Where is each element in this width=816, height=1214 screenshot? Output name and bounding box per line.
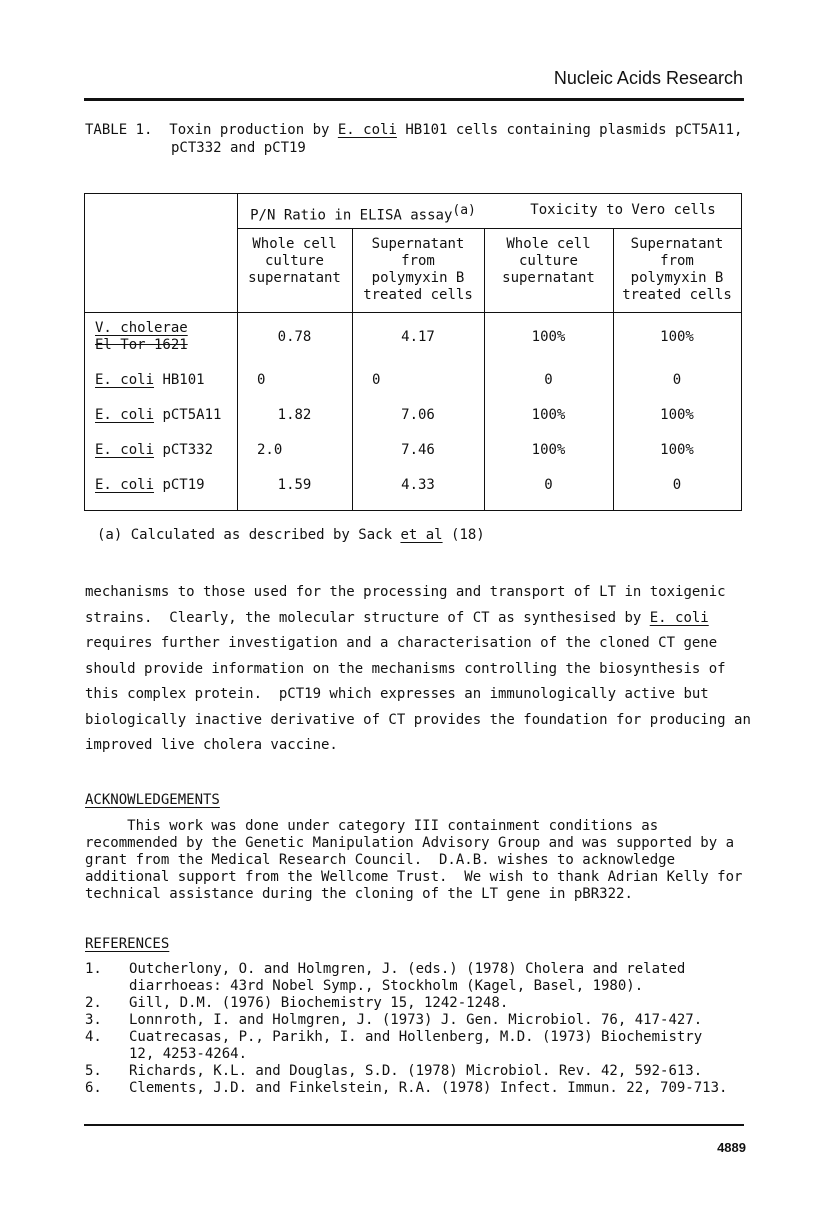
body-line: should provide information on the mechanisms controlling the biosynthesis of bbox=[85, 660, 726, 677]
table-cell: 0 bbox=[372, 372, 381, 388]
body-paragraph bbox=[85, 580, 765, 759]
table-cell: 2.0 bbox=[257, 442, 283, 458]
table-cell: 0 bbox=[257, 372, 266, 388]
group-header-vero: Toxicity to Vero cells bbox=[530, 202, 716, 218]
row-label: E. coli HB101 bbox=[95, 372, 205, 388]
body-line: mechanisms to those used for the processing and transport of LT in toxigenic bbox=[85, 584, 726, 600]
table-caption bbox=[85, 122, 742, 138]
caption-mid: HB101 cells containing plasmids pCT5A11, bbox=[396, 122, 743, 138]
data-table bbox=[84, 193, 742, 511]
table-cell: 1.82 bbox=[277, 407, 312, 423]
table-cell: 100% bbox=[531, 442, 566, 458]
col-header: Whole cell culture supernatant bbox=[502, 236, 595, 286]
table-footnote: (a) Calculated as described by Sack et al (18) bbox=[97, 527, 485, 543]
footer-rule bbox=[84, 1124, 744, 1126]
table-caption-line2: pCT332 and pCT19 bbox=[171, 140, 306, 156]
table-cell: 0 bbox=[672, 372, 682, 388]
col-header: Supernatant from polymyxin B treated cells bbox=[363, 236, 473, 303]
table-cell: 7.06 bbox=[401, 407, 435, 423]
footnote-marker: (a) bbox=[452, 203, 476, 218]
table-cell: 100% bbox=[660, 329, 694, 345]
table-cell: 1.59 bbox=[277, 477, 312, 493]
table-cell: 0 bbox=[672, 477, 682, 493]
header-rule bbox=[84, 98, 744, 101]
body-line: this complex protein. pCT19 which expresses an immunologically active but bbox=[85, 686, 709, 702]
row-label: V. cholerae El Tor 1621 bbox=[95, 320, 188, 353]
row-label: E. coli pCT5A11 bbox=[95, 407, 222, 423]
page-number: 4889 bbox=[717, 1140, 746, 1155]
col-header: Whole cell culture supernatant bbox=[248, 236, 341, 286]
acknowledgements-text: This work was done under category III containment conditions as recommended by the Genetic Manipulation Advisory Group and was supported by a grant from the Medical Research Council. D.A.B. wishes to acknowledge additional support from the Wellcome Trust. We wish to thank Adrian Kelly for technical assistance during the cloning of the LT gene in pBR322. bbox=[85, 818, 743, 902]
table-cell: 0 bbox=[544, 477, 553, 493]
table-cell: 4.17 bbox=[401, 329, 435, 345]
table-cell: 7.46 bbox=[401, 442, 435, 458]
journal-title: Nucleic Acids Research bbox=[553, 68, 743, 88]
table-cell: 0 bbox=[544, 372, 553, 388]
caption-prefix: TABLE 1. Toxin production by bbox=[85, 122, 338, 138]
body-line: improved live cholera vaccine. bbox=[85, 737, 338, 753]
body-line: strains. Clearly, the molecular structure of CT as synthesised by E. coli bbox=[85, 609, 709, 626]
col-header: Supernatant from polymyxin B treated cells bbox=[622, 236, 732, 303]
body-line: biologically inactive derivative of CT provides the foundation for producing an bbox=[85, 711, 751, 728]
caption-organism: E. coli bbox=[337, 122, 397, 138]
row-label: E. coli pCT19 bbox=[95, 477, 205, 493]
table-cell: 0.78 bbox=[277, 329, 312, 345]
table-cell: 100% bbox=[531, 407, 566, 423]
row-label: E. coli pCT332 bbox=[95, 442, 214, 458]
table-cell: 4.33 bbox=[401, 477, 435, 493]
header-body-rule bbox=[85, 312, 741, 313]
table-cell: 100% bbox=[660, 407, 694, 423]
group-header-elisa: P/N Ratio in ELISA assay$^{(a)}$ bbox=[250, 203, 476, 224]
group-rule bbox=[237, 228, 741, 229]
table-cell: 100% bbox=[660, 442, 694, 458]
body-line: requires further investigation and a characterisation of the cloned CT gene bbox=[85, 635, 718, 651]
references-heading: REFERENCES bbox=[85, 936, 170, 952]
acknowledgements-heading: ACKNOWLEDGEMENTS bbox=[85, 792, 220, 808]
table-cell: 100% bbox=[531, 329, 566, 345]
